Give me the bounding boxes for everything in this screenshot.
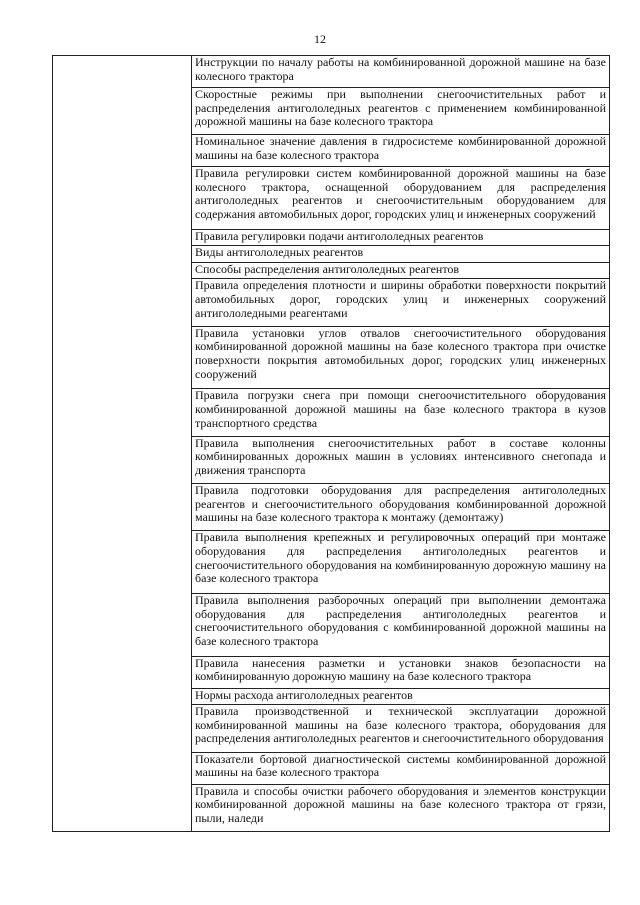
table-cell (192, 705, 610, 752)
table-cell (192, 594, 610, 657)
table-cell (192, 784, 610, 832)
table-cell (192, 484, 610, 531)
row-text: Показатели бортовой диагностической системы комбинированной дорожной машины на базе колесного трактора (195, 751, 606, 780)
row-text: Правила установки углов отвалов снегоочистительного оборудования комбинированной дорожной машины на базе колесного трактора при очистке поверхности покрытия автомобильных дорог, городских улиц инженерных сооружений (195, 325, 606, 381)
table-cell (192, 531, 610, 594)
table-cell (192, 656, 610, 688)
row-text: Правила подготовки оборудования для распределения антигололедных реагентов и снегоочистительного оборудования комбинированной дорожной машины на базе колесного трактора к монтажу (демонтажу) (195, 483, 606, 525)
row-text: Правила и способы очистки рабочего оборудования и элементов конструкции комбинированной дорожной машины на базе колесного трактора от грязи, пыли, наледи (195, 783, 606, 825)
row-text: Правила определения плотности и ширины обработки поверхности покрытий автомобильных дорог, городских улиц и инженерных сооружений антигололедными реагентами (195, 278, 606, 320)
table-cell (192, 688, 610, 705)
table-cell (192, 229, 610, 246)
left-column-cell (53, 56, 192, 832)
table-cell (192, 135, 610, 167)
row-text: Правила нанесения разметки и установки знаков безопасности на комбинированную дорожную машину на базе колесного трактора (195, 655, 606, 684)
row-text: Номинальное значение давления в гидросистеме комбинированной дорожной машины на базе колесного трактора (195, 134, 606, 162)
row-text: Правила выполнения крепежных и регулировочных операций при монтаже оборудования для распределения антигололедных реагентов и снегоочистительного оборудования на комбинированную дорожную машину на базе колесного трактора (195, 530, 606, 586)
row-text: Способы распределения антигололедных реагентов (195, 261, 460, 276)
row-text: Скоростные режимы при выполнении снегоочистительных работ и распределения антигололедных реагентов с применением комбинированной дорожной машины на базе колесного трактора (195, 86, 606, 129)
table-row (53, 56, 610, 88)
row-text: Правила выполнения разборочных операций при выполнении демонтажа оборудования для распределения антигололедных реагентов и снегоочистительного оборудования с комбинированной дорожной машины на базе колесного трактора (195, 593, 606, 648)
page-number: 12 (314, 32, 326, 46)
table-cell (192, 246, 610, 263)
table-cell (192, 326, 610, 389)
table-cell (192, 56, 610, 88)
table-cell (192, 87, 610, 134)
row-text: Правила регулировки систем комбинированной дорожной машины на базе колесного трактора, оснащенной оборудованием для распределения антигололедных реагентов и снегоочистительным оборудованием для содержания автомобильных дорог, городских улиц и инженерных сооружений (195, 166, 606, 221)
table-cell (192, 436, 610, 483)
row-text: Инструкции по началу работы на комбинированной дорожной машине на базе колесного трактора (195, 55, 606, 83)
row-text: Правила погрузки снега при помощи снегоочистительного оборудования комбинированной дорожной машины на базе колесного трактора в кузов транспортного средства (195, 388, 606, 430)
row-text: Правила выполнения снегоочистительных работ в составе колонны комбинированных дорожных машин в условиях интенсивного снегопада и движения транспорта (195, 435, 606, 477)
row-text: Правила регулировки подачи антигололедных реагентов (195, 228, 484, 243)
row-text: Нормы расхода антигололедных реагентов (195, 687, 413, 702)
requirements-table (52, 55, 610, 832)
table-cell (192, 262, 610, 279)
row-text: Правила производственной и технической эксплуатации дорожной комбинированной машины на базе колесного трактора, оборудования для распределения антигололедных реагентов и снегоочистительного оборудования (195, 704, 606, 746)
table-cell (192, 167, 610, 230)
table-cell (192, 389, 610, 436)
table-cell (192, 279, 610, 326)
table-cell (192, 752, 610, 784)
row-text: Виды антигололедных реагентов (195, 245, 364, 260)
